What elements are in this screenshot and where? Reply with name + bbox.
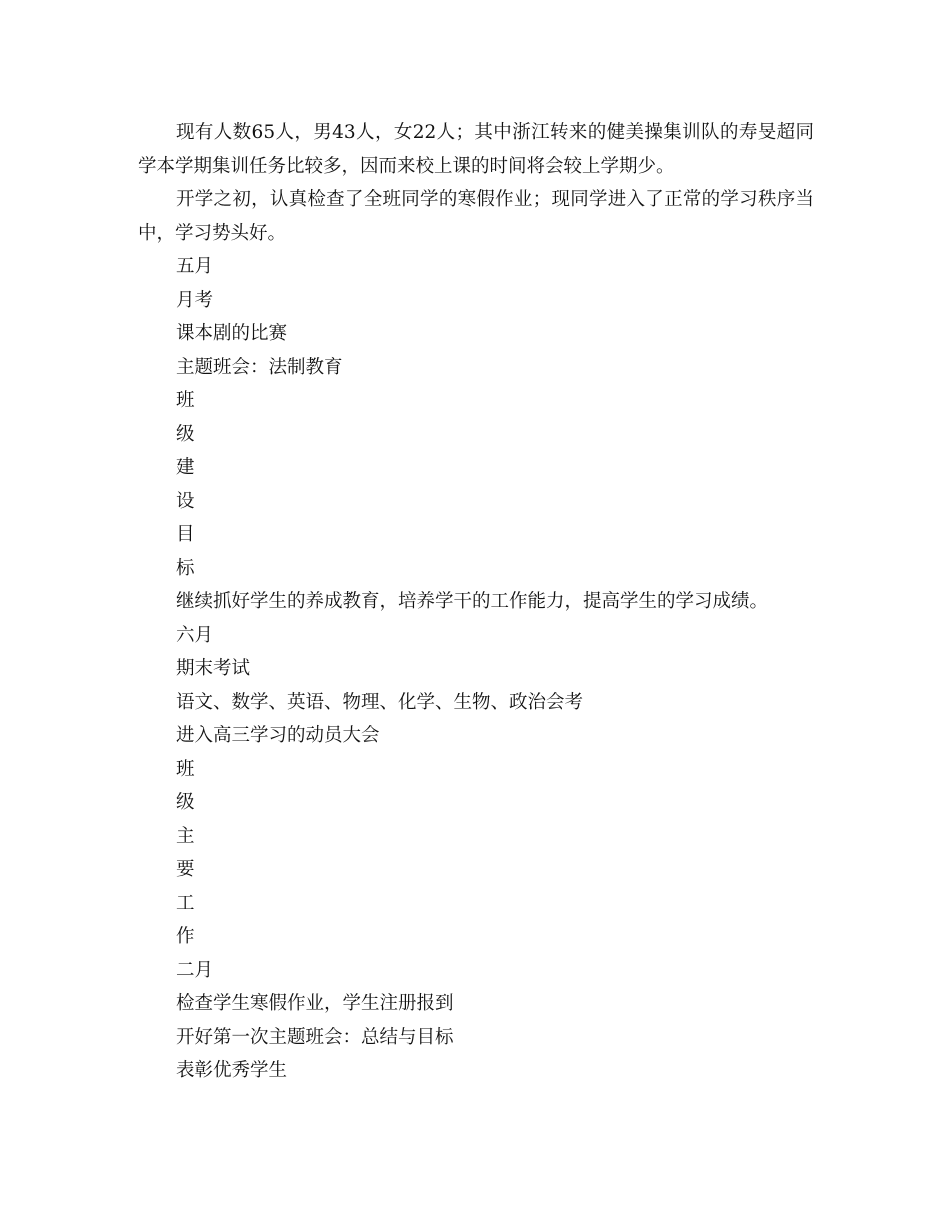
list-item: 继续抓好学生的养成教育，培养学干的工作能力，提高学生的学习成绩。 bbox=[176, 591, 769, 612]
vertical-label-char: 目 bbox=[176, 524, 195, 545]
vertical-label-char: 标 bbox=[176, 557, 195, 579]
list-item: 主题班会：法制教育 bbox=[176, 356, 343, 378]
list-item: 进入高三学习的动员大会 bbox=[176, 725, 380, 746]
list-item: 表彰优秀学生 bbox=[176, 1060, 288, 1081]
list-item: 检查学生寒假作业，学生注册报到 bbox=[176, 993, 454, 1014]
vertical-label-char: 工 bbox=[176, 892, 195, 914]
list-item: 课本剧的比赛 bbox=[176, 323, 288, 344]
heading-may: 五月 bbox=[176, 256, 214, 277]
vertical-label-char: 设 bbox=[176, 490, 195, 512]
list-item: 月考 bbox=[176, 289, 214, 311]
paragraph-class-overview: 现有人数65人，男43人，女22人；其中浙江转来的健美操集训队的寿旻超同学本学期集训任务比较多，因而来校上课的时间将会较上学期少。 bbox=[138, 122, 814, 177]
list-item: 期末考试 bbox=[176, 658, 251, 679]
vertical-label-char: 建 bbox=[176, 457, 195, 478]
vertical-label-char: 级 bbox=[176, 792, 195, 813]
vertical-label-char: 作 bbox=[176, 926, 195, 947]
document-body bbox=[138, 116, 814, 1088]
heading-february: 二月 bbox=[176, 959, 214, 981]
vertical-label-char: 主 bbox=[176, 825, 195, 847]
list-item: 开好第一次主题班会：总结与目标 bbox=[176, 1026, 454, 1048]
vertical-label-char: 级 bbox=[176, 423, 195, 445]
list-item: 语文、数学、英语、物理、化学、生物、政治会考 bbox=[176, 691, 584, 713]
paragraph-semester-start: 开学之初，认真检查了全班同学的寒假作业；现同学进入了正常的学习秩序当中，学习势头好。 bbox=[138, 189, 814, 244]
heading-june: 六月 bbox=[176, 624, 214, 646]
vertical-label-char: 班 bbox=[176, 758, 195, 780]
vertical-label-char: 要 bbox=[176, 859, 195, 880]
vertical-label-char: 班 bbox=[176, 390, 195, 411]
